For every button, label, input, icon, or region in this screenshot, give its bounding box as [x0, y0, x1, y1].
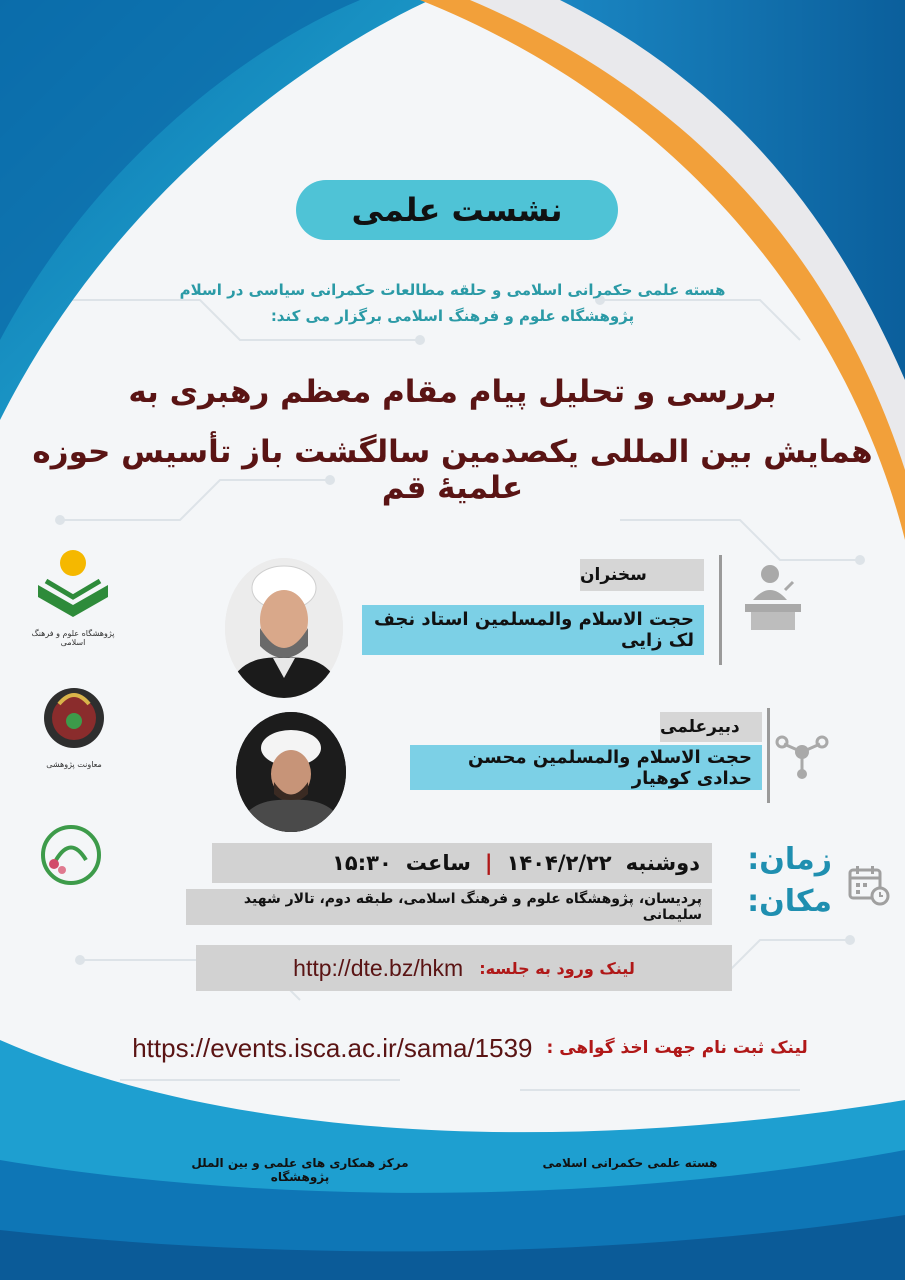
- registration-url[interactable]: https://events.isca.ac.ir/sama/1539: [132, 1032, 533, 1063]
- time-label: زمان:: [747, 842, 832, 877]
- research-logo-text: معاونت پژوهشی: [46, 760, 102, 769]
- speaker-photo: [225, 558, 343, 698]
- institute-logo-icon: [28, 545, 118, 625]
- footer-left-text: مرکز همکاری های علمی و بین الملل پژوهشگاه: [191, 1156, 409, 1184]
- podium-icon: [735, 560, 809, 634]
- place-bar: [186, 889, 712, 925]
- logo-institute: [28, 545, 118, 645]
- registration-row: [90, 1028, 850, 1068]
- research-emblem-icon: [34, 676, 114, 756]
- session-link-url[interactable]: http://dte.bz/hkm: [293, 954, 464, 981]
- registration-label: لینک ثبت نام جهت اخذ گواهی :: [546, 1038, 808, 1058]
- governance-emblem-icon: [36, 820, 106, 890]
- logo-research-deputy: [34, 676, 114, 786]
- logo-governance: [36, 820, 106, 890]
- network-icon: [772, 722, 832, 782]
- calendar-clock-icon: [846, 862, 890, 906]
- secretary-label: دبیرعلمی: [660, 712, 762, 742]
- event-date: ۱۴۰۴/۲/۲۲: [506, 851, 612, 875]
- secretary-photo: [236, 712, 346, 832]
- hour-label: ساعت: [405, 851, 471, 875]
- event-hour: ۱۵:۳۰: [332, 851, 392, 875]
- headline-line-2: همایش بین المللی یکصدمین سالگشت باز تأسیس حوزه علمیهٔ قم: [32, 434, 873, 506]
- place-label: مکان:: [747, 884, 832, 919]
- speaker-label: سخنران: [580, 559, 704, 591]
- speaker-name: حجت الاسلام والمسلمین استاد نجف لک زایی: [362, 605, 704, 655]
- speaker-divider: [719, 555, 722, 665]
- time-separator: |: [484, 851, 493, 875]
- event-place: پردیسان، پژوهشگاه علوم و فرهنگ اسلامی، طبقه دوم، تالار شهید سلیمانی: [243, 891, 702, 923]
- institute-logo-text: پژوهشگاه علوم و فرهنگ اسلامی: [31, 629, 115, 647]
- session-link-label: لینک ورود به جلسه:: [479, 958, 635, 978]
- event-type-badge: نشست علمی: [296, 180, 618, 240]
- organizer-line-2: پژوهشگاه علوم و فرهنگ اسلامی برگزار می کند:: [270, 307, 635, 325]
- event-day: دوشنبه: [625, 851, 700, 875]
- footer-right-text: هسته علمی حکمرانی اسلامی: [542, 1156, 718, 1170]
- secretary-divider: [767, 708, 770, 803]
- session-link-bar: [196, 945, 732, 991]
- organizer-line-1: هسته علمی حکمرانی اسلامی و حلقه مطالعات حکمرانی سیاسی در اسلام: [179, 281, 726, 299]
- footer-panel: [0, 1115, 905, 1205]
- secretary-name: حجت الاسلام والمسلمین محسن حدادی کوهیار: [410, 745, 762, 790]
- time-bar: [212, 843, 712, 883]
- headline-line-1: بررسی و تحلیل پیام مقام معظم رهبری به: [128, 374, 777, 410]
